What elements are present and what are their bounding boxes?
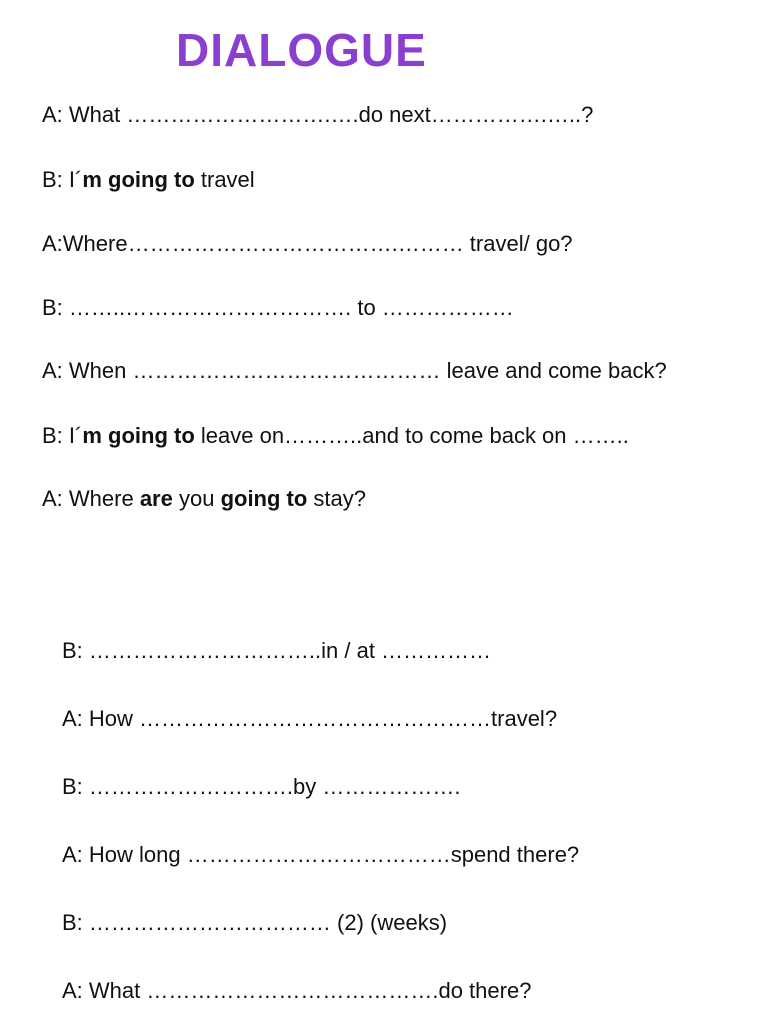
dialogue-line-5 — [42, 356, 667, 386]
text-segment: you — [172, 486, 221, 511]
dialogue-line-12 — [62, 908, 447, 938]
text-segment: A: How …………………………………………travel? — [62, 706, 558, 731]
text-segment: leave on………..and to come back on …….. — [194, 423, 629, 448]
text-segment: B: I´ — [42, 167, 83, 192]
text-segment: A: What ……………………….….do next…………….…..? — [42, 102, 594, 127]
dialogue-line-1 — [42, 100, 593, 130]
bold-text-segment: are — [139, 486, 173, 511]
text-segment: A: When …………………………………… leave and come back? — [42, 358, 667, 383]
dialogue-line-7 — [42, 484, 366, 514]
text-segment: A: How long ………………………………spend there? — [62, 842, 580, 867]
text-segment: B: I´ — [42, 423, 83, 448]
text-segment: B: …………………………..in / at …………… — [62, 638, 492, 663]
text-segment: B: ……………………….by ………………. — [62, 774, 461, 799]
bold-text-segment: m going to — [82, 167, 195, 192]
dialogue-line-4 — [42, 293, 514, 323]
text-segment: A:Where……………………………….……… travel/ go? — [42, 231, 573, 256]
page-title: DIALOGUE — [176, 24, 427, 76]
bold-text-segment: m going to — [82, 423, 195, 448]
text-segment: travel — [194, 167, 255, 192]
dialogue-line-3 — [42, 229, 573, 259]
text-segment: A: What ………………………………….do there? — [62, 978, 532, 1003]
dialogue-line-8 — [62, 636, 491, 666]
dialogue-line-10 — [62, 772, 460, 802]
dialogue-line-9 — [62, 704, 557, 734]
dialogue-line-11 — [62, 840, 579, 870]
dialogue-line-2 — [42, 165, 255, 195]
text-segment: B: …………………………… (2) (weeks) — [62, 910, 448, 935]
dialogue-line-13 — [62, 976, 531, 1006]
text-segment: B: ……..…………………………. to ……………… — [42, 295, 514, 320]
dialogue-line-6 — [42, 421, 629, 451]
text-segment: A: Where — [42, 486, 140, 511]
bold-text-segment: going to — [220, 486, 308, 511]
text-segment: stay? — [307, 486, 367, 511]
